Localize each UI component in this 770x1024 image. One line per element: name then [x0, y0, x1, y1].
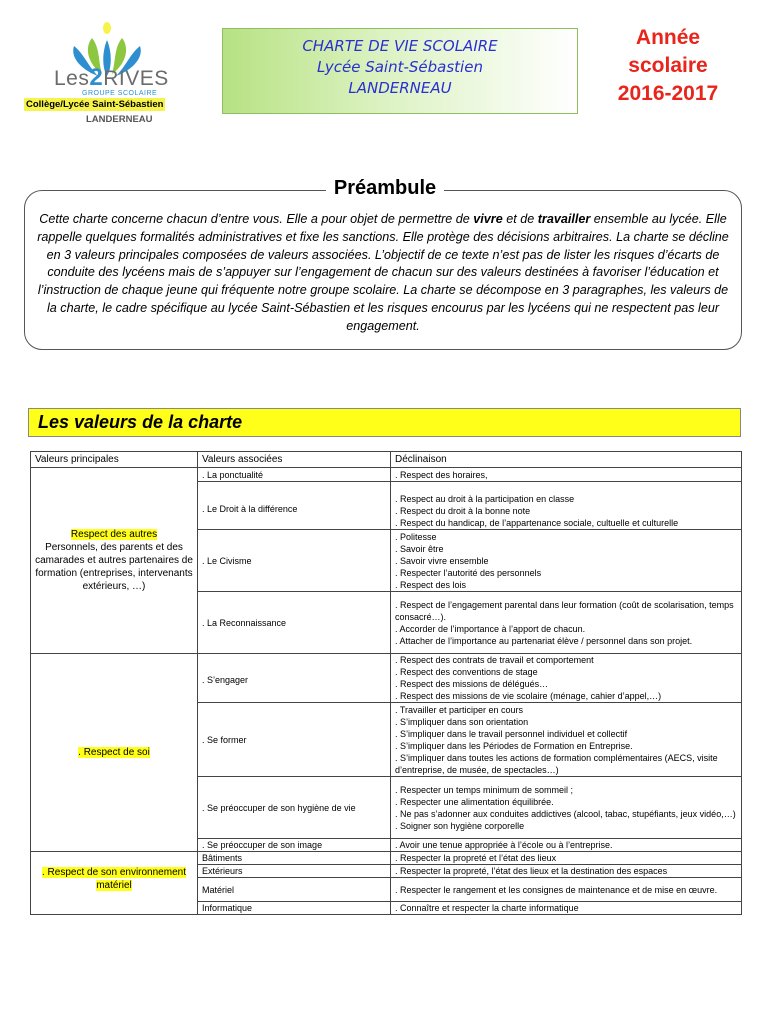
associated-value: . Se préoccuper de son image — [198, 839, 391, 852]
main-value-respect-self: . Respect de soi — [31, 654, 198, 852]
associated-value: . Se former — [198, 703, 391, 777]
table-header-row — [31, 452, 742, 468]
year-line-1: Année — [635, 26, 701, 49]
header-main-values: Valeurs principales — [31, 452, 198, 468]
associated-value: Informatique — [198, 902, 391, 915]
title-line-2: Lycée Saint-Sébastien — [317, 58, 483, 76]
declination-cell: . Respect des horaires, — [391, 468, 742, 482]
declination-cell: . Respecter un temps minimum de sommeil ; . Respecter une alimentation équilibrée. . Ne pas s’adonner aux conduites addictives (alcool, tabac, stupéfiants, jeux vidéo,…) . Soigner son hygiène corporelle — [391, 777, 742, 839]
year-line-3: 2016-2017 — [617, 82, 719, 105]
table-row — [31, 852, 742, 865]
preambule-text: Cette charte concerne chacun d’entre vous. Elle a pour objet de permettre de vivre et de travailler ensemble au lycée. Elle rappelle quelques formalités administratives et fixe les sanctions. Elle protège des décisions arbitraires. La charte se décline en 3 valeurs principales composées de valeurs associées. L’objectif de ce texte n’est pas de lister les risques d’écarts de conduite des lycéens mais de s’appuyer sur l’engagement de chacun sur des valeurs destinées à favoriser l’éducation et l’instruction de chaque jeune qui fréquente notre groupe scolaire. La charte se décompose en 3 paragraphes, les valeurs de la charte, le cadre spécifique au lycée Saint-Sébastien et les risques encourus par les lycéens qui ne respectent pas leur engagement. — [24, 190, 742, 350]
logo-city-label: LANDERNEAU — [86, 114, 153, 125]
declination-cell: . Respect au droit à la participation en classe . Respect du droit à la bonne note . Respect du handicap, de l’appartenance sociale, cultuelle et culturelle — [391, 482, 742, 530]
values-table — [30, 451, 742, 915]
associated-value: . Le Civisme — [198, 530, 391, 592]
main-value-respect-environment: . Respect de son environnement matériel — [31, 852, 198, 915]
values-section-heading: Les valeurs de la charte — [28, 408, 741, 437]
declination-cell: . Respecter la propreté et l’état des lieux — [391, 852, 742, 865]
associated-value: . S’engager — [198, 654, 391, 703]
school-year — [598, 24, 738, 108]
table-row — [31, 654, 742, 703]
declination-cell: . Respect des contrats de travail et comportement . Respect des conventions de stage . Respect des missions de délégués… . Respect des missions de vie scolaire (ménage, cahier d’appel,…) — [391, 654, 742, 703]
year-line-2: scolaire — [628, 54, 708, 77]
associated-value: Extérieurs — [198, 865, 391, 878]
title-line-3: LANDERNEAU — [348, 79, 452, 97]
declination-cell: . Respecter le rangement et les consignes de maintenance et de mise en œuvre. — [391, 878, 742, 902]
declination-cell: . Connaître et respecter la charte informatique — [391, 902, 742, 915]
associated-value: . Le Droit à la différence — [198, 482, 391, 530]
title-line-1: CHARTE DE VIE SCOLAIRE — [302, 37, 498, 55]
declination-cell: . Respect de l’engagement parental dans leur formation (coût de scolarisation, temps consacré…). . Accorder de l’importance à l’apport de chacun. . Attacher de l’importance au partenariat élève / personnel dans son projet. — [391, 592, 742, 654]
school-logo — [22, 20, 197, 128]
logo-college-label: Collège/Lycée Saint-Sébastien — [26, 99, 164, 110]
logo-group-label: GROUPE SCOLAIRE — [82, 90, 158, 97]
associated-value: . La Reconnaissance — [198, 592, 391, 654]
declination-cell: . Avoir une tenue appropriée à l’école ou à l’entreprise. — [391, 839, 742, 852]
declination-cell: . Politesse . Savoir être . Savoir vivre ensemble . Respecter l’autorité des personnels . Respect des lois — [391, 530, 742, 592]
declination-cell: . Travailler et participer en cours . S’impliquer dans son orientation . S’impliquer dans le travail personnel individuel et collectif . S’impliquer dans les Périodes de Formation en Entreprise. . S’impliquer dans toutes les actions de formation complémentaires (AECS, visite d’entreprise, de musée, de spectacles…) — [391, 703, 742, 777]
table-row — [31, 468, 742, 482]
associated-value: Bâtiments — [198, 852, 391, 865]
main-value-respect-others: Respect des autres Personnels, des parents et des camarades et autres partenaires de formation (entreprises, intervenants extérieurs, …) — [31, 468, 198, 654]
preambule-heading: Préambule — [0, 177, 770, 200]
associated-value: Matériel — [198, 878, 391, 902]
logo-brand: Les2RIVES — [54, 64, 169, 91]
header-declination: Déclinaison — [391, 452, 742, 468]
document-title-box — [222, 28, 578, 114]
associated-value: . Se préoccuper de son hygiène de vie — [198, 777, 391, 839]
declination-cell: . Respecter la propreté, l’état des lieux et la destination des espaces — [391, 865, 742, 878]
header-associated-values: Valeurs associées — [198, 452, 391, 468]
associated-value: . La ponctualité — [198, 468, 391, 482]
